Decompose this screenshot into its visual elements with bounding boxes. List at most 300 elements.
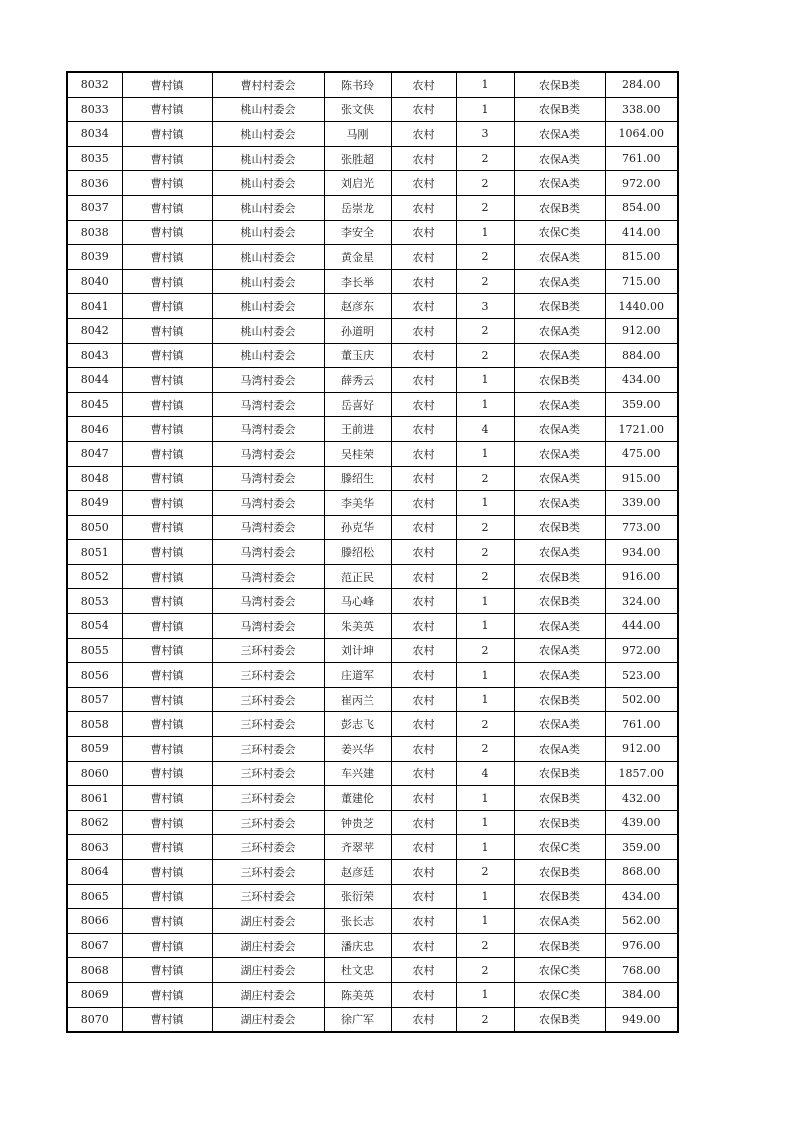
cell-amount: 338.00 [605, 97, 678, 122]
cell-insurance_category: 农保C类 [514, 835, 605, 860]
table-row [67, 171, 678, 196]
cell-insurance_category: 农保B类 [514, 97, 605, 122]
cell-person_name: 陈美英 [324, 982, 391, 1007]
cell-village_committee: 马湾村委会 [212, 564, 324, 589]
cell-id: 8060 [67, 761, 122, 786]
cell-village_committee: 桃山村委会 [212, 171, 324, 196]
table-row [67, 933, 678, 958]
cell-id: 8053 [67, 589, 122, 614]
cell-person_count: 1 [456, 687, 514, 712]
cell-town: 曹村镇 [122, 909, 212, 934]
cell-person_count: 4 [456, 417, 514, 442]
cell-person_count: 1 [456, 835, 514, 860]
cell-person_name: 刘计坤 [324, 638, 391, 663]
cell-insurance_category: 农保A类 [514, 614, 605, 639]
cell-town: 曹村镇 [122, 663, 212, 688]
cell-residence_type: 农村 [391, 466, 456, 491]
cell-village_committee: 桃山村委会 [212, 343, 324, 368]
cell-village_committee: 桃山村委会 [212, 122, 324, 147]
cell-person_count: 2 [456, 195, 514, 220]
cell-person_count: 2 [456, 860, 514, 885]
cell-id: 8065 [67, 884, 122, 909]
cell-town: 曹村镇 [122, 958, 212, 983]
table-row [67, 515, 678, 540]
cell-person_count: 1 [456, 97, 514, 122]
cell-insurance_category: 农保A类 [514, 712, 605, 737]
cell-id: 8033 [67, 97, 122, 122]
cell-insurance_category: 农保B类 [514, 687, 605, 712]
cell-amount: 976.00 [605, 933, 678, 958]
cell-id: 8052 [67, 564, 122, 589]
cell-person_name: 王前进 [324, 417, 391, 442]
cell-insurance_category: 农保B类 [514, 761, 605, 786]
cell-insurance_category: 农保A类 [514, 343, 605, 368]
cell-insurance_category: 农保C类 [514, 982, 605, 1007]
cell-amount: 432.00 [605, 786, 678, 811]
cell-insurance_category: 农保A类 [514, 392, 605, 417]
cell-village_committee: 马湾村委会 [212, 466, 324, 491]
cell-amount: 1440.00 [605, 294, 678, 319]
cell-amount: 773.00 [605, 515, 678, 540]
cell-id: 8055 [67, 638, 122, 663]
cell-insurance_category: 农保A类 [514, 466, 605, 491]
cell-id: 8037 [67, 195, 122, 220]
cell-person_count: 1 [456, 909, 514, 934]
cell-id: 8036 [67, 171, 122, 196]
table-row [67, 589, 678, 614]
cell-town: 曹村镇 [122, 491, 212, 516]
cell-residence_type: 农村 [391, 146, 456, 171]
cell-id: 8038 [67, 220, 122, 245]
cell-person_name: 张长志 [324, 909, 391, 934]
table-row [67, 1007, 678, 1032]
cell-person_name: 徐广军 [324, 1007, 391, 1032]
cell-person_count: 1 [456, 663, 514, 688]
cell-village_committee: 三环村委会 [212, 761, 324, 786]
cell-village_committee: 马湾村委会 [212, 491, 324, 516]
table-row [67, 417, 678, 442]
cell-insurance_category: 农保B类 [514, 860, 605, 885]
table-row [67, 810, 678, 835]
cell-person_count: 2 [456, 540, 514, 565]
table-row [67, 687, 678, 712]
cell-village_committee: 三环村委会 [212, 663, 324, 688]
cell-insurance_category: 农保B类 [514, 72, 605, 97]
cell-amount: 949.00 [605, 1007, 678, 1032]
cell-id: 8067 [67, 933, 122, 958]
cell-id: 8042 [67, 318, 122, 343]
cell-person_name: 李安全 [324, 220, 391, 245]
table-row [67, 294, 678, 319]
cell-id: 8070 [67, 1007, 122, 1032]
cell-residence_type: 农村 [391, 441, 456, 466]
cell-person_name: 杜文忠 [324, 958, 391, 983]
cell-person_count: 1 [456, 884, 514, 909]
cell-amount: 359.00 [605, 835, 678, 860]
table-row [67, 786, 678, 811]
cell-person_count: 1 [456, 368, 514, 393]
cell-residence_type: 农村 [391, 245, 456, 270]
cell-person_name: 孙克华 [324, 515, 391, 540]
cell-residence_type: 农村 [391, 810, 456, 835]
table-row [67, 614, 678, 639]
cell-village_committee: 马湾村委会 [212, 589, 324, 614]
cell-residence_type: 农村 [391, 343, 456, 368]
cell-person_count: 1 [456, 491, 514, 516]
cell-residence_type: 农村 [391, 515, 456, 540]
cell-amount: 868.00 [605, 860, 678, 885]
table-row [67, 441, 678, 466]
cell-person_count: 4 [456, 761, 514, 786]
cell-town: 曹村镇 [122, 318, 212, 343]
cell-town: 曹村镇 [122, 712, 212, 737]
cell-residence_type: 农村 [391, 761, 456, 786]
cell-town: 曹村镇 [122, 97, 212, 122]
cell-person_count: 2 [456, 318, 514, 343]
cell-town: 曹村镇 [122, 810, 212, 835]
cell-town: 曹村镇 [122, 269, 212, 294]
cell-person_name: 薛秀云 [324, 368, 391, 393]
cell-person_name: 李长举 [324, 269, 391, 294]
cell-person_name: 张衍荣 [324, 884, 391, 909]
table-row [67, 195, 678, 220]
cell-town: 曹村镇 [122, 564, 212, 589]
cell-village_committee: 桃山村委会 [212, 269, 324, 294]
cell-town: 曹村镇 [122, 466, 212, 491]
cell-town: 曹村镇 [122, 687, 212, 712]
cell-person_name: 滕绍松 [324, 540, 391, 565]
cell-residence_type: 农村 [391, 1007, 456, 1032]
cell-amount: 884.00 [605, 343, 678, 368]
cell-insurance_category: 农保A类 [514, 663, 605, 688]
cell-residence_type: 农村 [391, 909, 456, 934]
payment-roster-table [66, 71, 679, 1033]
cell-village_committee: 三环村委会 [212, 687, 324, 712]
cell-amount: 768.00 [605, 958, 678, 983]
table-row [67, 737, 678, 762]
cell-village_committee: 三环村委会 [212, 884, 324, 909]
table-row [67, 712, 678, 737]
cell-person_count: 1 [456, 220, 514, 245]
cell-residence_type: 农村 [391, 614, 456, 639]
cell-amount: 915.00 [605, 466, 678, 491]
table-row [67, 122, 678, 147]
cell-id: 8040 [67, 269, 122, 294]
table-row [67, 638, 678, 663]
cell-village_committee: 曹村村委会 [212, 72, 324, 97]
cell-person_count: 2 [456, 269, 514, 294]
cell-insurance_category: 农保A类 [514, 737, 605, 762]
cell-insurance_category: 农保B类 [514, 294, 605, 319]
cell-person_name: 车兴建 [324, 761, 391, 786]
cell-village_committee: 桃山村委会 [212, 97, 324, 122]
cell-person_name: 张文侠 [324, 97, 391, 122]
cell-village_committee: 三环村委会 [212, 810, 324, 835]
cell-amount: 1857.00 [605, 761, 678, 786]
cell-town: 曹村镇 [122, 515, 212, 540]
cell-amount: 761.00 [605, 146, 678, 171]
cell-insurance_category: 农保A类 [514, 122, 605, 147]
cell-residence_type: 农村 [391, 171, 456, 196]
cell-town: 曹村镇 [122, 835, 212, 860]
cell-amount: 912.00 [605, 318, 678, 343]
cell-village_committee: 湖庄村委会 [212, 958, 324, 983]
cell-village_committee: 马湾村委会 [212, 368, 324, 393]
cell-person_count: 1 [456, 810, 514, 835]
cell-person_name: 董玉庆 [324, 343, 391, 368]
cell-insurance_category: 农保A类 [514, 638, 605, 663]
cell-id: 8056 [67, 663, 122, 688]
cell-village_committee: 三环村委会 [212, 712, 324, 737]
cell-person_count: 2 [456, 638, 514, 663]
cell-residence_type: 农村 [391, 712, 456, 737]
cell-residence_type: 农村 [391, 786, 456, 811]
cell-town: 曹村镇 [122, 343, 212, 368]
cell-village_committee: 湖庄村委会 [212, 933, 324, 958]
cell-residence_type: 农村 [391, 220, 456, 245]
cell-id: 8061 [67, 786, 122, 811]
cell-village_committee: 三环村委会 [212, 737, 324, 762]
cell-amount: 916.00 [605, 564, 678, 589]
table-row [67, 958, 678, 983]
cell-village_committee: 桃山村委会 [212, 245, 324, 270]
cell-residence_type: 农村 [391, 368, 456, 393]
cell-id: 8034 [67, 122, 122, 147]
cell-village_committee: 桃山村委会 [212, 220, 324, 245]
cell-person_name: 李美华 [324, 491, 391, 516]
cell-person_name: 马刚 [324, 122, 391, 147]
cell-village_committee: 湖庄村委会 [212, 1007, 324, 1032]
cell-person_count: 2 [456, 712, 514, 737]
cell-village_committee: 马湾村委会 [212, 540, 324, 565]
payment-table-body [67, 72, 678, 1032]
table-row [67, 663, 678, 688]
cell-person_name: 朱美英 [324, 614, 391, 639]
cell-person_count: 1 [456, 72, 514, 97]
cell-person_count: 1 [456, 392, 514, 417]
table-row [67, 835, 678, 860]
cell-id: 8054 [67, 614, 122, 639]
cell-village_committee: 三环村委会 [212, 638, 324, 663]
cell-village_committee: 湖庄村委会 [212, 909, 324, 934]
cell-town: 曹村镇 [122, 294, 212, 319]
table-row [67, 146, 678, 171]
table-row [67, 269, 678, 294]
cell-residence_type: 农村 [391, 564, 456, 589]
cell-person_name: 赵彦廷 [324, 860, 391, 885]
cell-insurance_category: 农保B类 [514, 1007, 605, 1032]
cell-insurance_category: 农保B类 [514, 810, 605, 835]
table-row [67, 72, 678, 97]
cell-village_committee: 马湾村委会 [212, 392, 324, 417]
cell-id: 8035 [67, 146, 122, 171]
cell-amount: 284.00 [605, 72, 678, 97]
cell-village_committee: 桃山村委会 [212, 195, 324, 220]
cell-insurance_category: 农保A类 [514, 146, 605, 171]
cell-person_count: 3 [456, 122, 514, 147]
cell-id: 8059 [67, 737, 122, 762]
cell-id: 8063 [67, 835, 122, 860]
table-row [67, 466, 678, 491]
cell-person_count: 2 [456, 146, 514, 171]
cell-insurance_category: 农保A类 [514, 171, 605, 196]
cell-amount: 715.00 [605, 269, 678, 294]
cell-person_count: 1 [456, 982, 514, 1007]
cell-town: 曹村镇 [122, 441, 212, 466]
cell-residence_type: 农村 [391, 72, 456, 97]
cell-id: 8062 [67, 810, 122, 835]
cell-person_count: 1 [456, 614, 514, 639]
cell-insurance_category: 农保C类 [514, 958, 605, 983]
cell-amount: 912.00 [605, 737, 678, 762]
cell-town: 曹村镇 [122, 884, 212, 909]
cell-amount: 761.00 [605, 712, 678, 737]
cell-id: 8047 [67, 441, 122, 466]
table-row [67, 491, 678, 516]
cell-person_name: 赵彦东 [324, 294, 391, 319]
cell-residence_type: 农村 [391, 687, 456, 712]
cell-insurance_category: 农保A类 [514, 491, 605, 516]
cell-person_count: 2 [456, 171, 514, 196]
cell-residence_type: 农村 [391, 294, 456, 319]
cell-amount: 384.00 [605, 982, 678, 1007]
cell-person_name: 董建伦 [324, 786, 391, 811]
table-row [67, 564, 678, 589]
cell-residence_type: 农村 [391, 933, 456, 958]
cell-insurance_category: 农保A类 [514, 909, 605, 934]
cell-amount: 359.00 [605, 392, 678, 417]
cell-insurance_category: 农保A类 [514, 441, 605, 466]
cell-id: 8050 [67, 515, 122, 540]
cell-village_committee: 马湾村委会 [212, 441, 324, 466]
cell-id: 8069 [67, 982, 122, 1007]
cell-person_name: 岳喜好 [324, 392, 391, 417]
table-row [67, 97, 678, 122]
cell-id: 8057 [67, 687, 122, 712]
cell-residence_type: 农村 [391, 835, 456, 860]
cell-village_committee: 马湾村委会 [212, 515, 324, 540]
cell-id: 8043 [67, 343, 122, 368]
cell-person_name: 滕绍生 [324, 466, 391, 491]
cell-town: 曹村镇 [122, 245, 212, 270]
cell-insurance_category: 农保B类 [514, 515, 605, 540]
cell-residence_type: 农村 [391, 638, 456, 663]
cell-village_committee: 三环村委会 [212, 786, 324, 811]
cell-person_name: 潘庆忠 [324, 933, 391, 958]
cell-insurance_category: 农保B类 [514, 786, 605, 811]
cell-person_count: 2 [456, 933, 514, 958]
cell-town: 曹村镇 [122, 982, 212, 1007]
cell-person_name: 范正民 [324, 564, 391, 589]
table-row [67, 540, 678, 565]
cell-amount: 414.00 [605, 220, 678, 245]
cell-insurance_category: 农保A类 [514, 540, 605, 565]
cell-person_name: 马心峰 [324, 589, 391, 614]
cell-amount: 324.00 [605, 589, 678, 614]
cell-village_committee: 三环村委会 [212, 835, 324, 860]
cell-insurance_category: 农保B类 [514, 368, 605, 393]
cell-town: 曹村镇 [122, 761, 212, 786]
cell-village_committee: 马湾村委会 [212, 417, 324, 442]
cell-amount: 854.00 [605, 195, 678, 220]
cell-amount: 562.00 [605, 909, 678, 934]
cell-residence_type: 农村 [391, 884, 456, 909]
cell-town: 曹村镇 [122, 392, 212, 417]
cell-person_count: 3 [456, 294, 514, 319]
cell-town: 曹村镇 [122, 614, 212, 639]
cell-id: 8044 [67, 368, 122, 393]
cell-person_name: 庄道军 [324, 663, 391, 688]
table-row [67, 343, 678, 368]
cell-residence_type: 农村 [391, 318, 456, 343]
cell-person_count: 2 [456, 343, 514, 368]
cell-town: 曹村镇 [122, 146, 212, 171]
cell-town: 曹村镇 [122, 589, 212, 614]
cell-person_name: 钟贵芝 [324, 810, 391, 835]
cell-insurance_category: 农保A类 [514, 245, 605, 270]
cell-amount: 972.00 [605, 638, 678, 663]
cell-village_committee: 桃山村委会 [212, 318, 324, 343]
cell-town: 曹村镇 [122, 860, 212, 885]
cell-residence_type: 农村 [391, 491, 456, 516]
cell-id: 8048 [67, 466, 122, 491]
cell-amount: 444.00 [605, 614, 678, 639]
cell-id: 8046 [67, 417, 122, 442]
table-row [67, 392, 678, 417]
cell-amount: 434.00 [605, 368, 678, 393]
cell-village_committee: 湖庄村委会 [212, 982, 324, 1007]
cell-person_count: 2 [456, 466, 514, 491]
cell-person_count: 2 [456, 245, 514, 270]
cell-amount: 972.00 [605, 171, 678, 196]
cell-town: 曹村镇 [122, 933, 212, 958]
cell-id: 8064 [67, 860, 122, 885]
table-row [67, 860, 678, 885]
cell-town: 曹村镇 [122, 1007, 212, 1032]
cell-id: 8058 [67, 712, 122, 737]
cell-residence_type: 农村 [391, 195, 456, 220]
cell-insurance_category: 农保A类 [514, 269, 605, 294]
cell-amount: 502.00 [605, 687, 678, 712]
cell-amount: 439.00 [605, 810, 678, 835]
cell-id: 8032 [67, 72, 122, 97]
cell-person_name: 吴桂荣 [324, 441, 391, 466]
cell-insurance_category: 农保A类 [514, 318, 605, 343]
cell-amount: 523.00 [605, 663, 678, 688]
table-row [67, 220, 678, 245]
cell-residence_type: 农村 [391, 982, 456, 1007]
cell-insurance_category: 农保B类 [514, 589, 605, 614]
cell-town: 曹村镇 [122, 171, 212, 196]
cell-person_name: 孙道明 [324, 318, 391, 343]
cell-village_committee: 桃山村委会 [212, 294, 324, 319]
cell-town: 曹村镇 [122, 368, 212, 393]
cell-amount: 434.00 [605, 884, 678, 909]
cell-town: 曹村镇 [122, 786, 212, 811]
cell-amount: 815.00 [605, 245, 678, 270]
cell-insurance_category: 农保B类 [514, 933, 605, 958]
cell-residence_type: 农村 [391, 392, 456, 417]
table-row [67, 982, 678, 1007]
cell-town: 曹村镇 [122, 540, 212, 565]
cell-person_count: 2 [456, 958, 514, 983]
cell-residence_type: 农村 [391, 737, 456, 762]
table-row [67, 909, 678, 934]
cell-id: 8066 [67, 909, 122, 934]
cell-village_committee: 三环村委会 [212, 860, 324, 885]
cell-person_count: 2 [456, 1007, 514, 1032]
cell-person_name: 彭志飞 [324, 712, 391, 737]
